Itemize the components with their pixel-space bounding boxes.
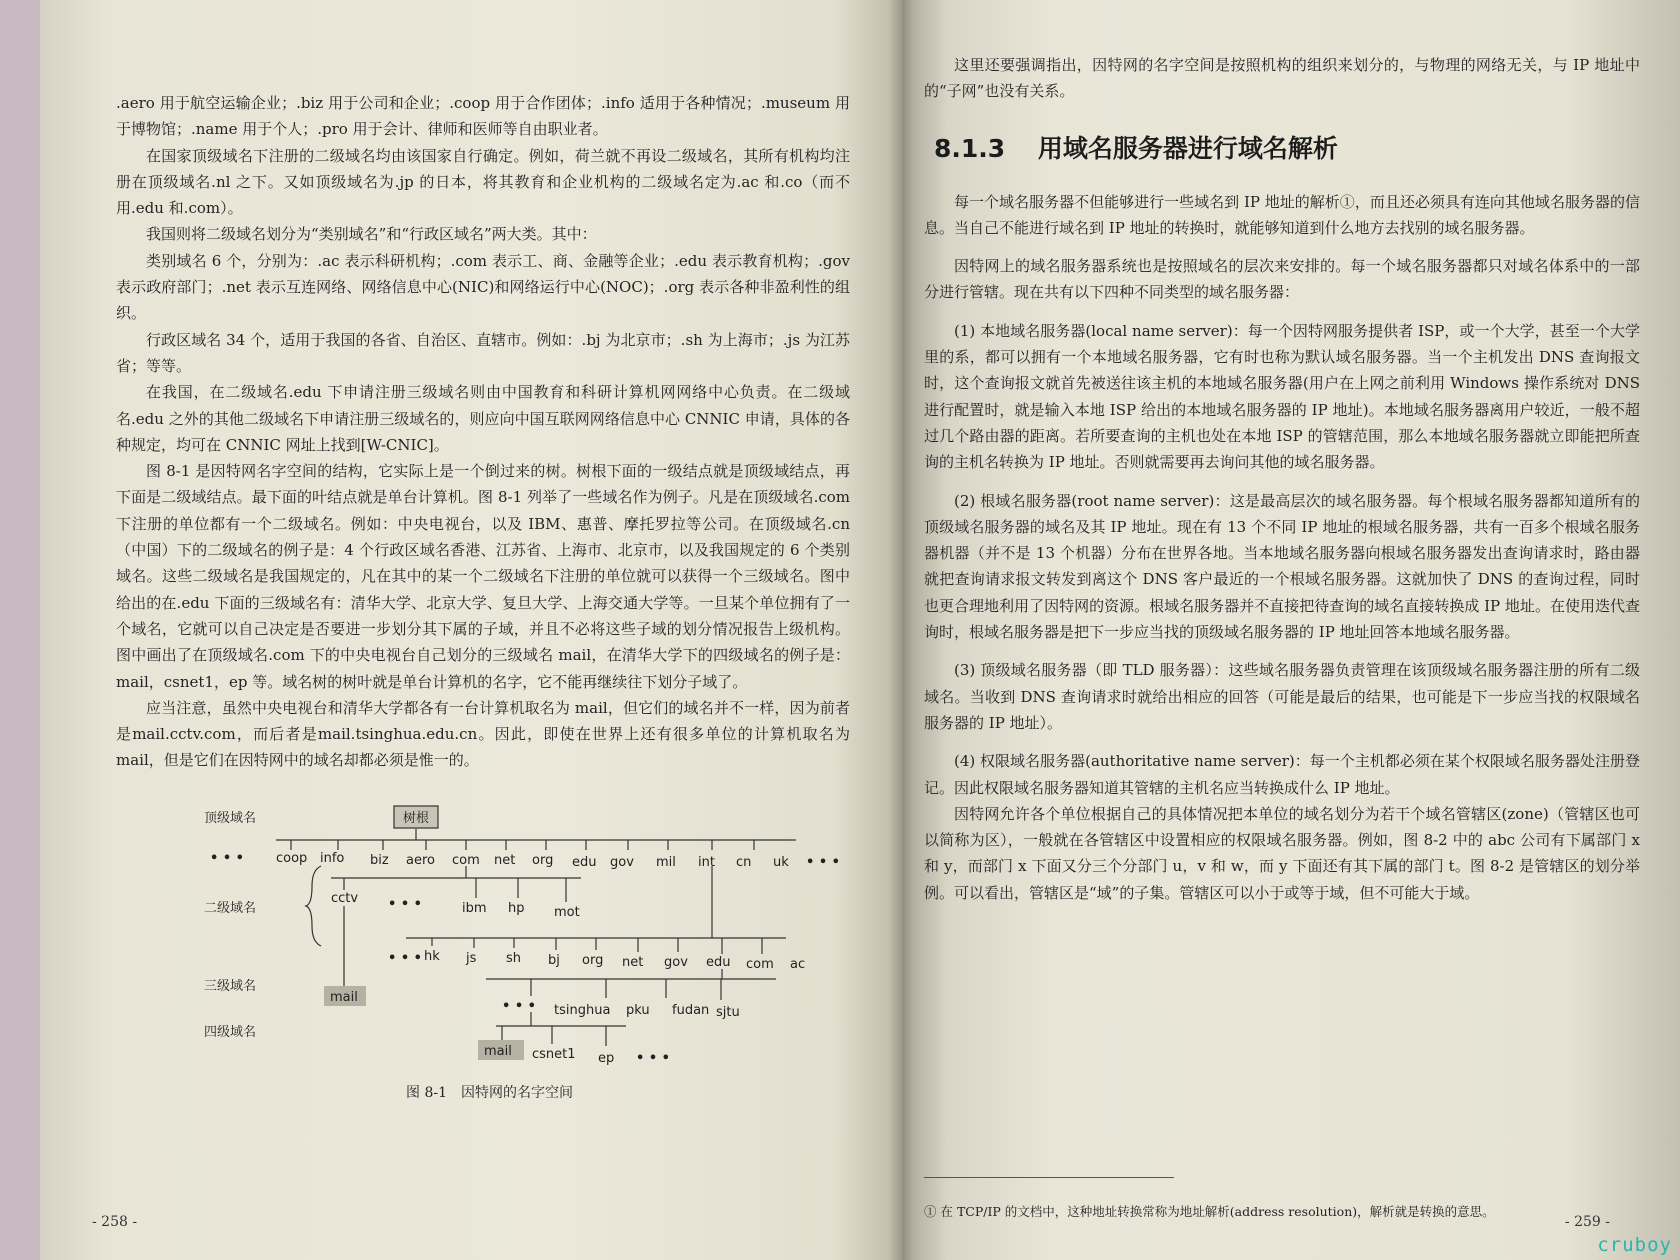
root-node-label: 树根 bbox=[403, 810, 430, 826]
tree-node: uk bbox=[773, 854, 789, 870]
tree-node: net bbox=[494, 852, 516, 868]
ellipsis: • • • bbox=[502, 998, 536, 1014]
tree-node: mil bbox=[656, 854, 676, 870]
tree-node: int bbox=[698, 854, 715, 870]
paragraph: 行政区域名 34 个，适用于我国的各省、自治区、直辖市。例如：.bj 为北京市；.sh 为上海市；.js 为江苏省；等等。 bbox=[116, 330, 850, 375]
footnote-rule bbox=[924, 1177, 1174, 1178]
paragraph: 这里还要强调指出，因特网的名字空间是按照机构的组织来划分的，与物理的网络无关，与 IP 地址中的“子网”也没有关系。 bbox=[924, 56, 1640, 101]
page-number: - 258 - bbox=[92, 1214, 138, 1230]
tree-node: gov bbox=[664, 954, 688, 970]
right-page bbox=[902, 0, 1680, 1260]
tree-node: net bbox=[622, 954, 644, 970]
domain-name-tree-figure bbox=[116, 794, 850, 1114]
tree-node: sh bbox=[506, 950, 522, 966]
tree-node: ep bbox=[598, 1050, 615, 1066]
tree-node: gov bbox=[610, 854, 634, 870]
tree-node: edu bbox=[572, 854, 597, 870]
tree-node: edu bbox=[706, 954, 731, 970]
watermark: cruboy bbox=[1597, 1234, 1672, 1256]
paragraph: (4) 权限域名服务器(authoritative name server)：每一个主机都必须在某个权限域名服务器处注册登记。因此权限域名服务器知道其管辖的主机名应当转换成什么 IP 地址。 bbox=[924, 752, 1640, 797]
tree-node: mail bbox=[484, 1043, 512, 1059]
level-label-second: 二级域名 bbox=[204, 900, 257, 916]
paragraph: 因特网上的域名服务器系统也是按照域名的层次来安排的。每一个域名服务器都只对域名体系中的一部分进行管辖。现在共有以下四种不同类型的域名服务器： bbox=[924, 257, 1640, 302]
level-label-third: 三级域名 bbox=[204, 978, 257, 994]
ellipsis: • • • bbox=[210, 850, 244, 866]
level-label-fourth: 四级域名 bbox=[204, 1024, 257, 1040]
tree-node: hp bbox=[508, 900, 525, 916]
paragraph: 在国家顶级域名下注册的二级域名均由该国家自行确定。例如，荷兰就不再设二级域名，其所有机构均注册在顶级域名.nl 之下。又如顶级域名为.jp 的日本，将其教育和企业机构的二级域名定为.ac 和.co（而不用.edu 和.com）。 bbox=[116, 146, 850, 218]
left-page bbox=[40, 0, 902, 1260]
section-number: 8.1.3 bbox=[934, 133, 1006, 163]
tree-node: cn bbox=[736, 854, 752, 870]
paragraph: 应当注意，虽然中央电视台和清华大学都各有一台计算机取名为 mail，但它们的域名并不一样，因为前者是mail.cctv.com，而后者是mail.tsinghua.edu.cn。因此，即使在世界上还有很多单位的计算机取名为 mail，但是它们在因特网中的域名却都必须是惟一的。 bbox=[116, 698, 850, 770]
domain-tree-diagram bbox=[106, 794, 866, 1084]
paragraph: 因特网允许各个单位根据自己的具体情况把本单位的域名划分为若干个域名管辖区(zone)（管辖区也可以简称为区），一般就在各管辖区中设置相应的权限域名服务器。例如，图 8-2 中的 abc 公司有下属部门 x 和 y，而部门 x 下面又分三个分部门 u，v 和 w，而 y 下面还有其下属的部门 t。图 8-2 是管辖区的划分举例。可以看出，管辖区是“域”的子集。管辖区可以小于或等于域，但不可能大于域。 bbox=[924, 804, 1640, 902]
ellipsis: • • • bbox=[388, 896, 422, 912]
tree-node: pku bbox=[626, 1002, 650, 1018]
tree-node: js bbox=[466, 950, 477, 966]
paragraph: 图 8-1 是因特网名字空间的结构，它实际上是一个倒过来的树。树根下面的一级结点就是顶级域结点，再下面是二级域结点。最下面的叶结点就是单台计算机。图 8-1 列举了一些域名作为例子。凡是在顶级域名.com 下注册的单位都有一个二级域名。例如：中央电视台，以及 IBM、惠普、摩托罗拉等公司。在顶级域名.cn（中国）下的二级域名的例子是：4 个行政区域名香港、江苏省、上海市、北京市，以及我国规定的 6 个类别域名。这些二级域名是我国规定的，凡在其中的某一个二级域名下注册的单位就可以获得一个三级域名。图中给出的在.edu 下面的三级域名有：清华大学、北京大学、复旦大学、上海交通大学等。一旦某个单位拥有了一个域名，它就可以自己决定是否要进一步划分其下属的子域，并且不必将这些子域的划分情况报告上级机构。图中画出了在顶级域名.com 下的中央电视台自己划分的三级域名 mail，在清华大学下的四级域名的例子是：mail，csnet1，ep 等。域名树的树叶就是单台计算机的名字，它不能再继续往下划分子域了。 bbox=[116, 462, 850, 691]
tree-node: tsinghua bbox=[554, 1002, 611, 1018]
tree-node: org bbox=[582, 952, 604, 968]
paragraph: (3) 顶级域名服务器（即 TLD 服务器）：这些域名服务器负责管理在该顶级域名服务器注册的所有二级域名。当收到 DNS 查询请求时就给出相应的回答（可能是最后的结果，也可能是下一步应当找的权限域名服务器的 IP 地址）。 bbox=[924, 661, 1640, 732]
paragraph: 我国则将二级域名划分为“类别域名”和“行政区域名”两大类。其中： bbox=[146, 225, 597, 244]
tree-node: aero bbox=[406, 852, 435, 868]
paragraph: .aero 用于航空运输企业；.biz 用于公司和企业；.coop 用于合作团体；.info 适用于各种情况；.museum 用于博物馆；.name 用于个人；.pro 用于会计、律师和医师等自由职业者。 bbox=[116, 94, 850, 139]
tree-node: bj bbox=[548, 952, 560, 968]
paragraph: (2) 根域名服务器(root name server)：这是最高层次的域名服务器。每个根域名服务器都知道所有的顶级域名服务器的域名及其 IP 地址。现在有 13 个不同 IP 地址的根域名服务器，共有一百多个根域名服务器机器（并不是 13 个机器）分布在世界各地。当本地域名服务器向根域名服务器发出查询请求时，路由器就把查询请求报文转发到离这个 DNS 客户最近的一个根域名服务器。这就加快了 DNS 的查询过程，同时也更合理地利用了因特网的资源。根域名服务器并不直接把待查询的域名直接转换成 IP 地址。在使用迭代查询时，根域名服务器是把下一步应当找的顶级域名服务器的 IP 地址回答本地域名服务器。 bbox=[924, 491, 1640, 642]
paragraph: 类别域名 6 个，分别为：.ac 表示科研机构；.com 表示工、商、金融等企业；.edu 表示教育机构；.gov 表示政府部门；.net 表示互连网络、网络信息中心(NIC)和网络运行中心(NOC)；.org 表示各种非盈利性的组织。 bbox=[116, 251, 850, 323]
tree-node: biz bbox=[370, 852, 389, 868]
tree-node: info bbox=[320, 850, 345, 866]
tree-node: ac bbox=[790, 956, 806, 972]
tree-node: com bbox=[746, 956, 774, 972]
tree-node: csnet1 bbox=[532, 1046, 576, 1062]
ellipsis: • • • bbox=[806, 854, 840, 870]
section-title: 用域名服务器进行域名解析 bbox=[1037, 133, 1338, 163]
tree-node: coop bbox=[276, 850, 308, 866]
tree-node: mail bbox=[330, 989, 358, 1005]
tree-node: fudan bbox=[672, 1002, 710, 1018]
page-number: - 259 - bbox=[1564, 1214, 1610, 1230]
footnote: ① 在 TCP/IP 的文档中，这种地址转换常称为地址解析(address resolution)，解析就是转换的意思。 bbox=[924, 1204, 1495, 1219]
ellipsis: • • • bbox=[636, 1050, 670, 1066]
paragraph: (1) 本地域名服务器(local name server)：每一个因特网服务提供者 ISP，或一个大学，甚至一个大学里的系，都可以拥有一个本地域名服务器，它有时也称为默认域名服务器。当一个主机发出 DNS 查询报文时，这个查询报文就首先被送往该主机的本地域名服务器(用户在上网之前利用 Windows 操作系统对 DNS 进行配置时，就是输入本地 ISP 给出的本地域名服务器的 IP 地址)。本地域名服务器离用户较近，一般不超过几个路由器的距离。若所要查询的主机也处在本地 ISP 的管辖范围，那么本地域名服务器就立即能把所查询的主机名转换为 IP 地址。否则就需要再去询问其他的域名服务器。 bbox=[924, 321, 1640, 472]
tree-node: mot bbox=[554, 904, 580, 920]
tree-node: org bbox=[532, 852, 554, 868]
tree-node: sjtu bbox=[716, 1004, 740, 1020]
figure-caption: 图 8-1 因特网的名字空间 bbox=[406, 1084, 573, 1101]
ellipsis: • • • bbox=[388, 950, 422, 966]
paragraph: 每一个域名服务器不但能够进行一些域名到 IP 地址的解析①，而且还必须具有连向其他域名服务器的信息。当自己不能进行域名到 IP 地址的转换时，就能够知道到什么地方去找别的域名服务器。 bbox=[924, 192, 1640, 237]
level-label-tld: 顶级域名 bbox=[204, 810, 257, 826]
tree-node: cctv bbox=[331, 890, 359, 906]
paragraph: 在我国，在二级域名.edu 下申请注册三级域名则由中国教育和科研计算机网网络中心负责。在二级域名.edu 之外的其他二级域名下申请注册三级域名的，则应向中国互联网网络信息中心 CNNIC 申请，具体的各种规定，均可在 CNNIC 网址上找到[W-CNIC]。 bbox=[116, 383, 850, 454]
section-heading bbox=[934, 129, 1640, 165]
tree-node: com bbox=[452, 852, 480, 868]
tree-node: ibm bbox=[462, 900, 487, 916]
tree-node: hk bbox=[424, 948, 440, 964]
